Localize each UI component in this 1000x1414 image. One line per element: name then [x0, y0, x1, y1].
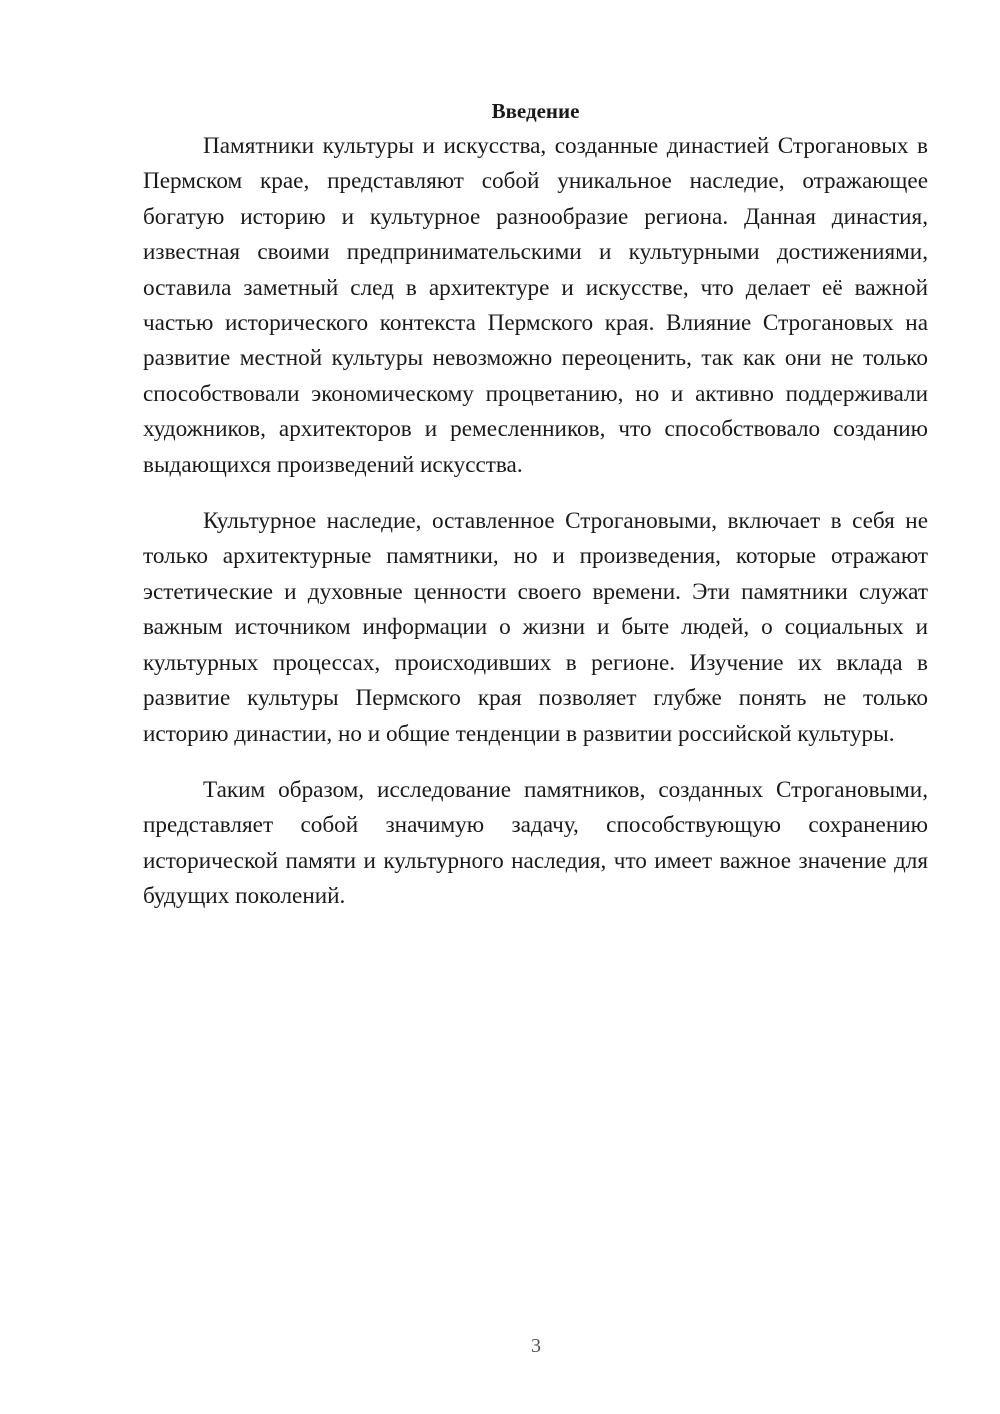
paragraph-1: Памятники культуры и искусства, созданные династией Строгановых в Пермском крае, представляют собой уникальное наследие, отражающее богатую историю и культурное разнообразие региона. Данная династия, известная своими предпринимательскими и культурными достижениями, оставила заметный след в архитектуре и искусстве, что делает её важной частью исторического контекста Пермского края. Влияние Строгановых на развитие местной культуры невозможно переоценить, так как они не только способствовали экономическому процветанию, но и активно поддерживали художников, архитекторов и ремесленников, что способствовало созданию выдающихся произведений искусства.	[143, 133, 928, 478]
section-heading: Введение	[491, 99, 580, 123]
paragraph-2: Культурное наследие, оставленное Строгановыми, включает в себя не только архитектурные памятники, но и произведения, которые отражают эстетические и духовные ценности своего времени. Эти памятники служат важным источником информации о жизни и быте людей, о социальных и культурных процессах, происходивших в регионе. Изучение их вклада в развитие культуры Пермского края позволяет глубже понять не только историю династии, но и общие тенденции в развитии российской культуры.	[143, 508, 928, 747]
paragraph-3: Таким образом, исследование памятников, созданных Строгановыми, представляет собой значимую задачу, способствующую сохранению исторической памяти и культурного наследия, что имеет важное значение для будущих поколений.	[143, 776, 928, 910]
page-number: 3	[531, 1335, 541, 1357]
page-content	[143, 93, 928, 915]
